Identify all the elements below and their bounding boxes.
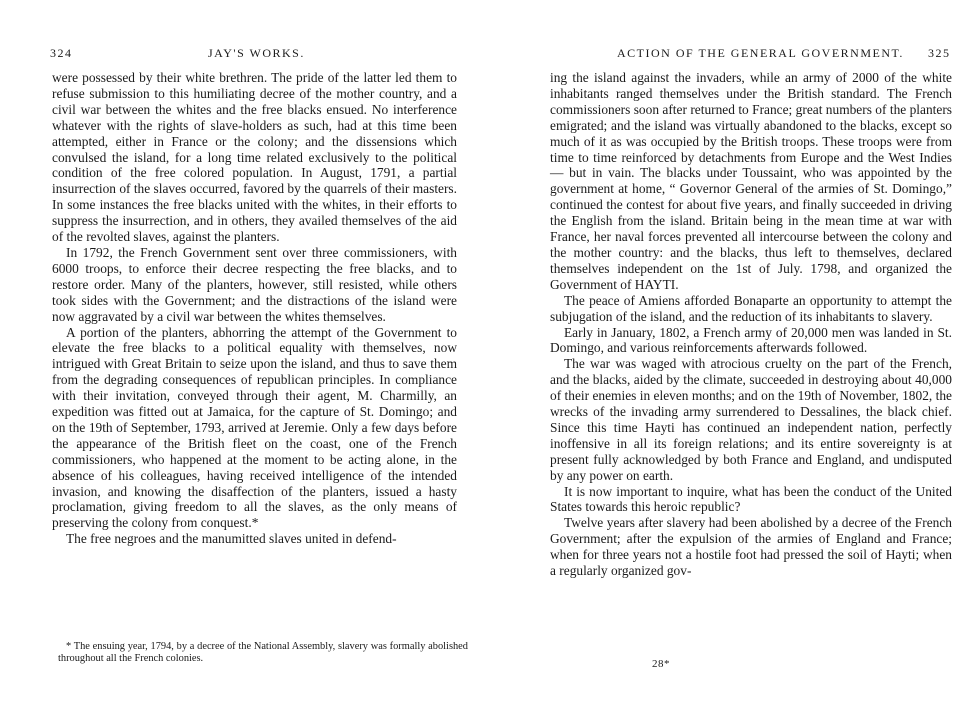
page-number-left: 324 xyxy=(50,46,73,60)
left-paragraph-4: The free negroes and the manumitted slaves united in defend- xyxy=(66,531,397,547)
right-paragraph-4: The war was waged with atrocious cruelty on the part of the French, and the blacks, aided by the climate, succeeded in destroying about 40,000 of their enemies in eleven months; and on the 19th of November, 1802, the wrecks of the invading army surrendered to Dessalines, the black chief. Since this time Hayti has continued an independent nation, perfectly inoffensive in all its foreign relations; and its entire sovereignty is at present fully acknowledged by both France and England, and undisputed by any power on earth. xyxy=(550,356,952,483)
right-paragraph-1: ing the island against the invaders, while an army of 2000 of the white inhabitants ranged themselves under the British standard. The French commissioners soon after returned to France; great numbers of the planters emigrated; and the island was virtually abandoned to the blacks, except so much of it as was occupied by the British troops. These troops were from time to time reinforced by detachments from Europe and the West Indies — but in vain. The blacks under Toussaint, who was appointed by the government at home, “ Governor General of the armies of St. Domingo,” continued the contest for about five years, and finally succeeded in driving the English from the island. Britain being in the mean time at war with France, her naval forces prevented all intercourse between the colony and the mother country: and the blacks, thus left to themselves, declared themselves independent on the 1st of July. 1798, and organized the Government of HAYTI. xyxy=(550,70,952,292)
right-body-text xyxy=(550,70,952,579)
right-paragraph-6: Twelve years after slavery had been abolished by a decree of the French Government; after the expulsion of the armies of England and France; when for three years not a hostile foot had pressed the soil of Hayti; when a regularly organized gov- xyxy=(550,515,952,579)
right-paragraph-2: The peace of Amiens afforded Bonaparte an opportunity to attempt the subjugation of the island, and the reduction of its inhabitants to slavery. xyxy=(550,292,952,324)
page-number-right: 325 xyxy=(928,46,951,60)
signature-mark: 28* xyxy=(652,658,670,670)
footnote-text: * The ensuing year, 1794, by a decree of the National Assembly, slavery was formally abolished throughout all the French colonies. xyxy=(58,641,468,664)
left-body-text xyxy=(52,70,457,547)
running-head-right: ACTION OF THE GENERAL GOVERNMENT. xyxy=(617,46,904,60)
left-paragraph-1: were possessed by their white brethren. The pride of the latter led them to refuse submission to this humiliating decree of the mother country, and a civil war between the whites and the free blacks ensued. No interference whatever with the rights of slave-holders as such, had at this time been attempted, either in France or the colony; and the dissensions which convulsed the island, for a long time related exclusively to the political condition of the free colored population. In August, 1791, a partial insurrection of the slaves occurred, favored by the quarrels of their masters. In some instances the free blacks united with the whites, in their efforts to suppress the insurrection, and in others, they availed themselves of the aid of the revolted slaves, against the planters. xyxy=(52,70,457,245)
footnote xyxy=(58,641,468,665)
left-paragraph-2: In 1792, the French Government sent over three commissioners, with 6000 troops, to enforce their decree respecting the free blacks, and to restore order. Many of the planters, however, still resisted, while others took sides with the Government; and the distractions of the island were now aggravated by a civil war between the whites themselves. xyxy=(52,244,457,324)
left-paragraph-3: A portion of the planters, abhorring the attempt of the Government to elevate the free blacks to a political equality with themselves, now intrigued with Great Britain to seize upon the island, and thus to save them from the degrading consequences of republican principles. In compliance with their invitation, conveyed through their agent, M. Charmilly, an expedition was fitted out at Jamaica, for the capture of St. Domingo; and on the 19th of September, 1793, arrived at Jeremie. Only a few days before the appearance of the British fleet on the coast, one of the French commissioners, who happened at the moment to be acting alone, in the absence of his colleagues, having received intelligence of the intended invasion, and knowing the disaffection of the planters, issued a hasty proclamation, giving freedom to all the slaves, as the only means of preserving the colony from conquest.* xyxy=(52,324,457,531)
running-head-left: JAY'S WORKS. xyxy=(208,46,305,60)
right-paragraph-3: Early in January, 1802, a French army of 20,000 men was landed in St. Domingo, and various reinforcements afterwards followed. xyxy=(550,324,952,356)
right-page xyxy=(490,0,980,709)
right-paragraph-5: It is now important to inquire, what has been the conduct of the United States towards this heroic republic? xyxy=(550,483,952,515)
